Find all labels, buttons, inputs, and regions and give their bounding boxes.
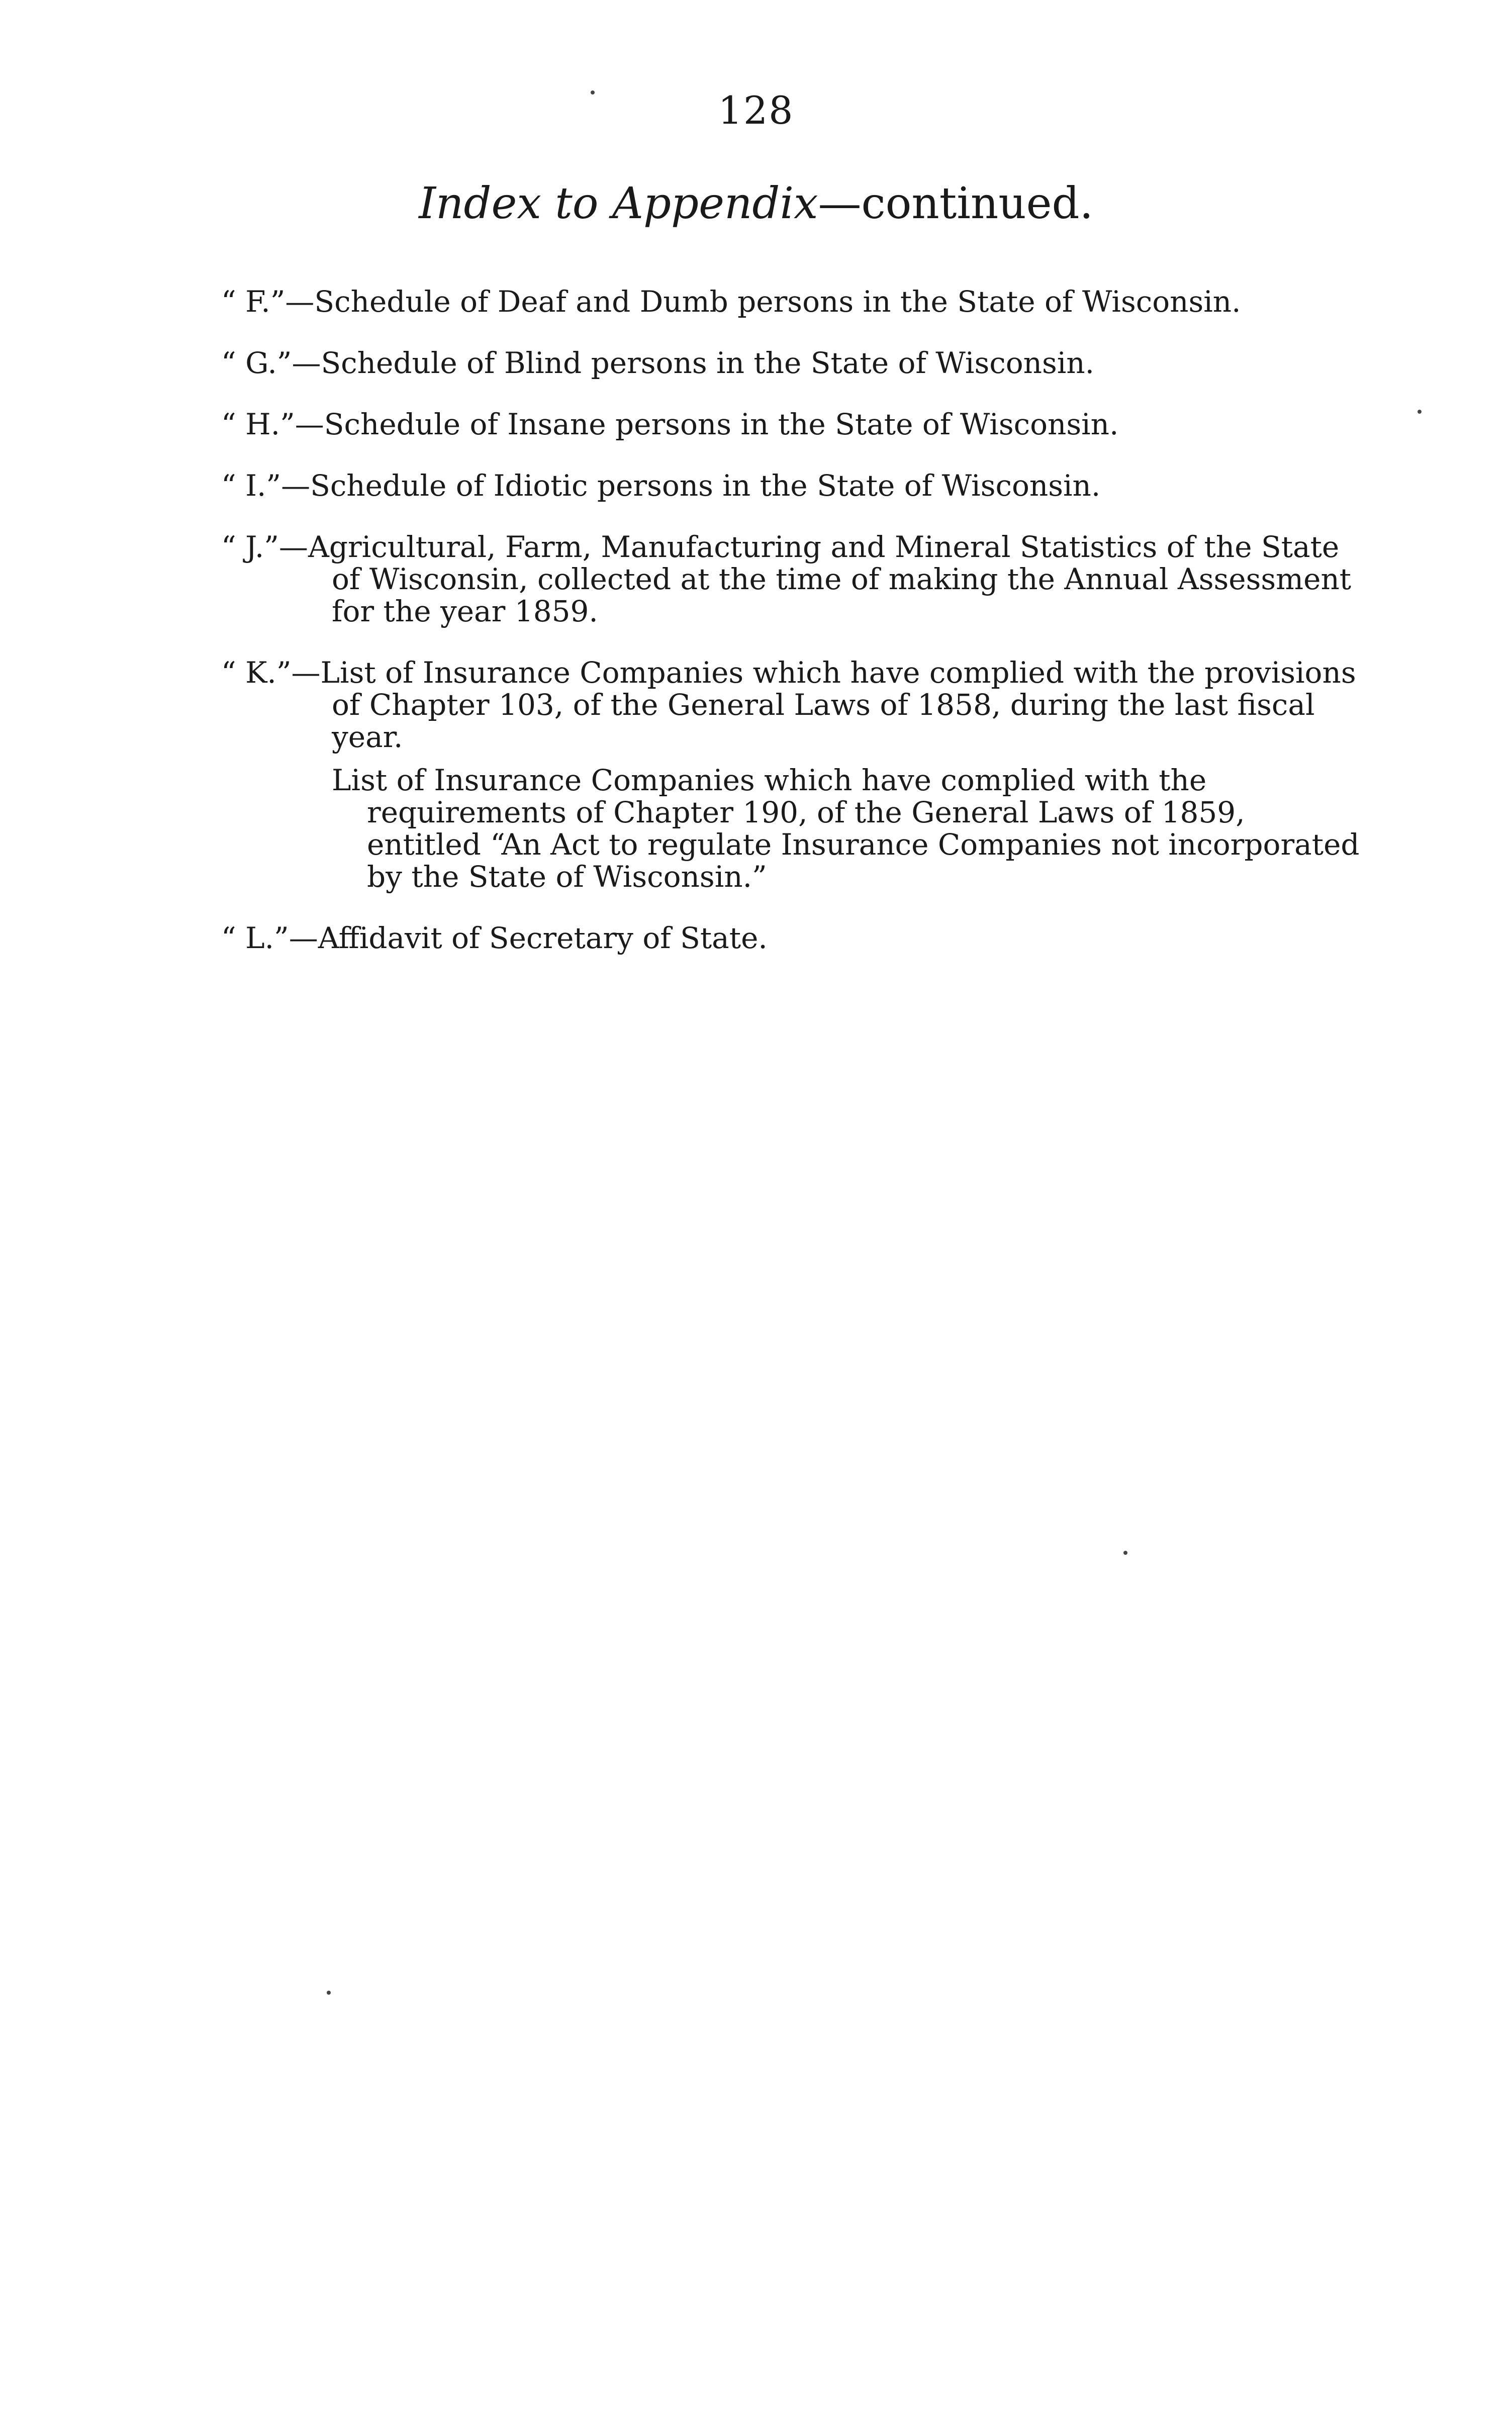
entry-text: Schedule of Blind persons in the State of Wisconsin. [321, 346, 1095, 380]
entry-marker: “ J.”— [221, 530, 308, 564]
index-entry-i [221, 470, 1362, 502]
page-title-italic: Index to Appendix [419, 178, 818, 229]
scan-speck [1418, 410, 1422, 414]
entry-marker: “ L.”— [221, 921, 318, 955]
index-entry-k-sub: List of Insurance Companies which have complied with the requirements of Chapter 190, of the General Laws of 1859, entitled “An Act to regulate Insurance Companies not incorporated by the State of Wisconsin.” [332, 763, 1360, 894]
entry-text: List of Insurance Companies which have complied with the provisions of Chapter 103, of the General Laws of 1858, during the last fiscal year. [320, 656, 1356, 754]
entry-text: Schedule of Insane persons in the State of Wisconsin. [324, 407, 1119, 441]
entry-marker: “ I.”— [221, 469, 311, 503]
entry-text: Schedule of Deaf and Dumb persons in the State of Wisconsin. [314, 285, 1241, 319]
scan-speck [1123, 1551, 1127, 1555]
index-entry-l [221, 922, 1362, 954]
index-entry-k [221, 657, 1362, 753]
index-entries [221, 256, 1362, 980]
entry-marker: “ H.”— [221, 407, 324, 441]
scan-speck [327, 1991, 331, 1995]
entry-text: Affidavit of Secretary of State. [318, 921, 768, 955]
entry-marker: “ F.”— [221, 285, 315, 319]
entry-text: Agricultural, Farm, Manufacturing and Mineral Statistics of the State of Wisconsin, collected at the time of making the Annual Assessment for the year 1859. [308, 530, 1352, 628]
page-title-dash: — [818, 178, 862, 229]
index-entry-j [221, 531, 1362, 627]
page-title-rest: continued. [861, 178, 1093, 229]
index-entry-f [221, 286, 1362, 318]
entry-marker: “ K.”— [221, 656, 321, 690]
page-number: 128 [718, 88, 794, 133]
page-title [0, 178, 1512, 229]
scan-speck [591, 90, 595, 95]
entry-text: Schedule of Idiotic persons in the State of Wisconsin. [310, 469, 1101, 503]
entry-marker: “ G.”— [221, 346, 321, 380]
index-entry-g [221, 347, 1362, 379]
index-entry-h [221, 408, 1362, 440]
